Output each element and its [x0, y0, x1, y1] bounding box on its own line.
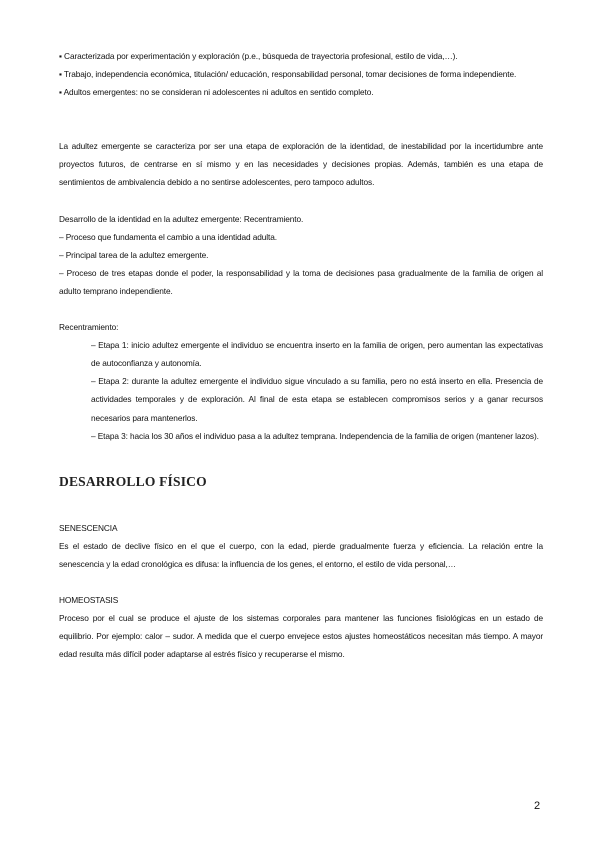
- page-number: 2: [534, 800, 541, 812]
- paragraph-emerging-adulthood: La adultez emergente se caracteriza por ser una etapa de exploración de la identidad, de inestabilidad por la incertidumbre ante proyectos futuros, de centrarse en sí mismo y en las necesidades y decisiones propias. Además, también es una etapa de sentimientos de ambivalencia debido a no sentirse adolescentes, pero tampoco adultos.: [59, 141, 543, 188]
- bullet-item: ▪ Trabajo, independencia económica, titulación/ educación, responsabilidad personal, tomar decisiones de forma independiente.: [59, 69, 517, 80]
- homeostasis-title: HOMEOSTASIS: [59, 594, 119, 605]
- section-heading: DESARROLLO FÍSICO: [59, 473, 207, 489]
- stage-item: – Etapa 1: inicio adultez emergente el individuo se encuentra inserto en la familia de origen, pero aumentan las expectativas de autoconfianza y autonomía.: [91, 340, 543, 369]
- senescence-title: SENESCENCIA: [59, 522, 118, 533]
- senescence-text: Es el estado de declive físico en el que el cuerpo, con la edad, pierde gradualmente fuerza y eficiencia. La relación entre la senescencia y la edad cronológica es difusa: la influencia de los genes, el entorno, el estilo de vida personal,…: [59, 540, 543, 569]
- bullet-item: ▪ Adultos emergentes: no se consideran ni adolescentes ni adultos en sentido completo.: [59, 87, 374, 98]
- stage-item: – Etapa 2: durante la adultez emergente el individuo sigue vinculado a su familia, pero no está inserto en ella. Presencia de actividades temporales y de exploración. Al final de esta etapa se establecen compromisos serios y a ganar recursos necesarios para mantenerlos.: [91, 376, 543, 423]
- page-content: [59, 47, 543, 663]
- identity-title: Desarrollo de la identidad en la adultez emergente: Recentramiento.: [59, 213, 304, 224]
- homeostasis-text: Proceso por el cual se produce el ajuste de los sistemas corporales para mantener las funciones fisiológicas en un estado de equilibrio. Por ejemplo: calor – sudor. A medida que el cuerpo envejece estos ajustes homeostáticos necesitan más tiempo. A mayor edad resulta más difícil poder adaptarse al estrés físico y recuperarse el mismo.: [59, 612, 543, 660]
- bullet-item: ▪ Caracterizada por experimentación y exploración (p.e., búsqueda de trayectoria profesional, estilo de vida,…).: [59, 51, 458, 61]
- identity-point: – Principal tarea de la adultez emergente.: [59, 249, 209, 260]
- identity-point: – Proceso de tres etapas donde el poder, la responsabilidad y la toma de decisiones pasa gradualmente de la familia de origen al adulto temprano independiente.: [59, 267, 543, 296]
- identity-point: – Proceso que fundamenta el cambio a una identidad adulta.: [59, 231, 277, 242]
- stage-item: – Etapa 3: hacia los 30 años el individuo pasa a la adultez temprana. Independencia de la familia de origen (mantener lazos).: [91, 430, 539, 441]
- recentering-title: Recentramiento:: [59, 322, 119, 333]
- stage-list: [59, 336, 543, 445]
